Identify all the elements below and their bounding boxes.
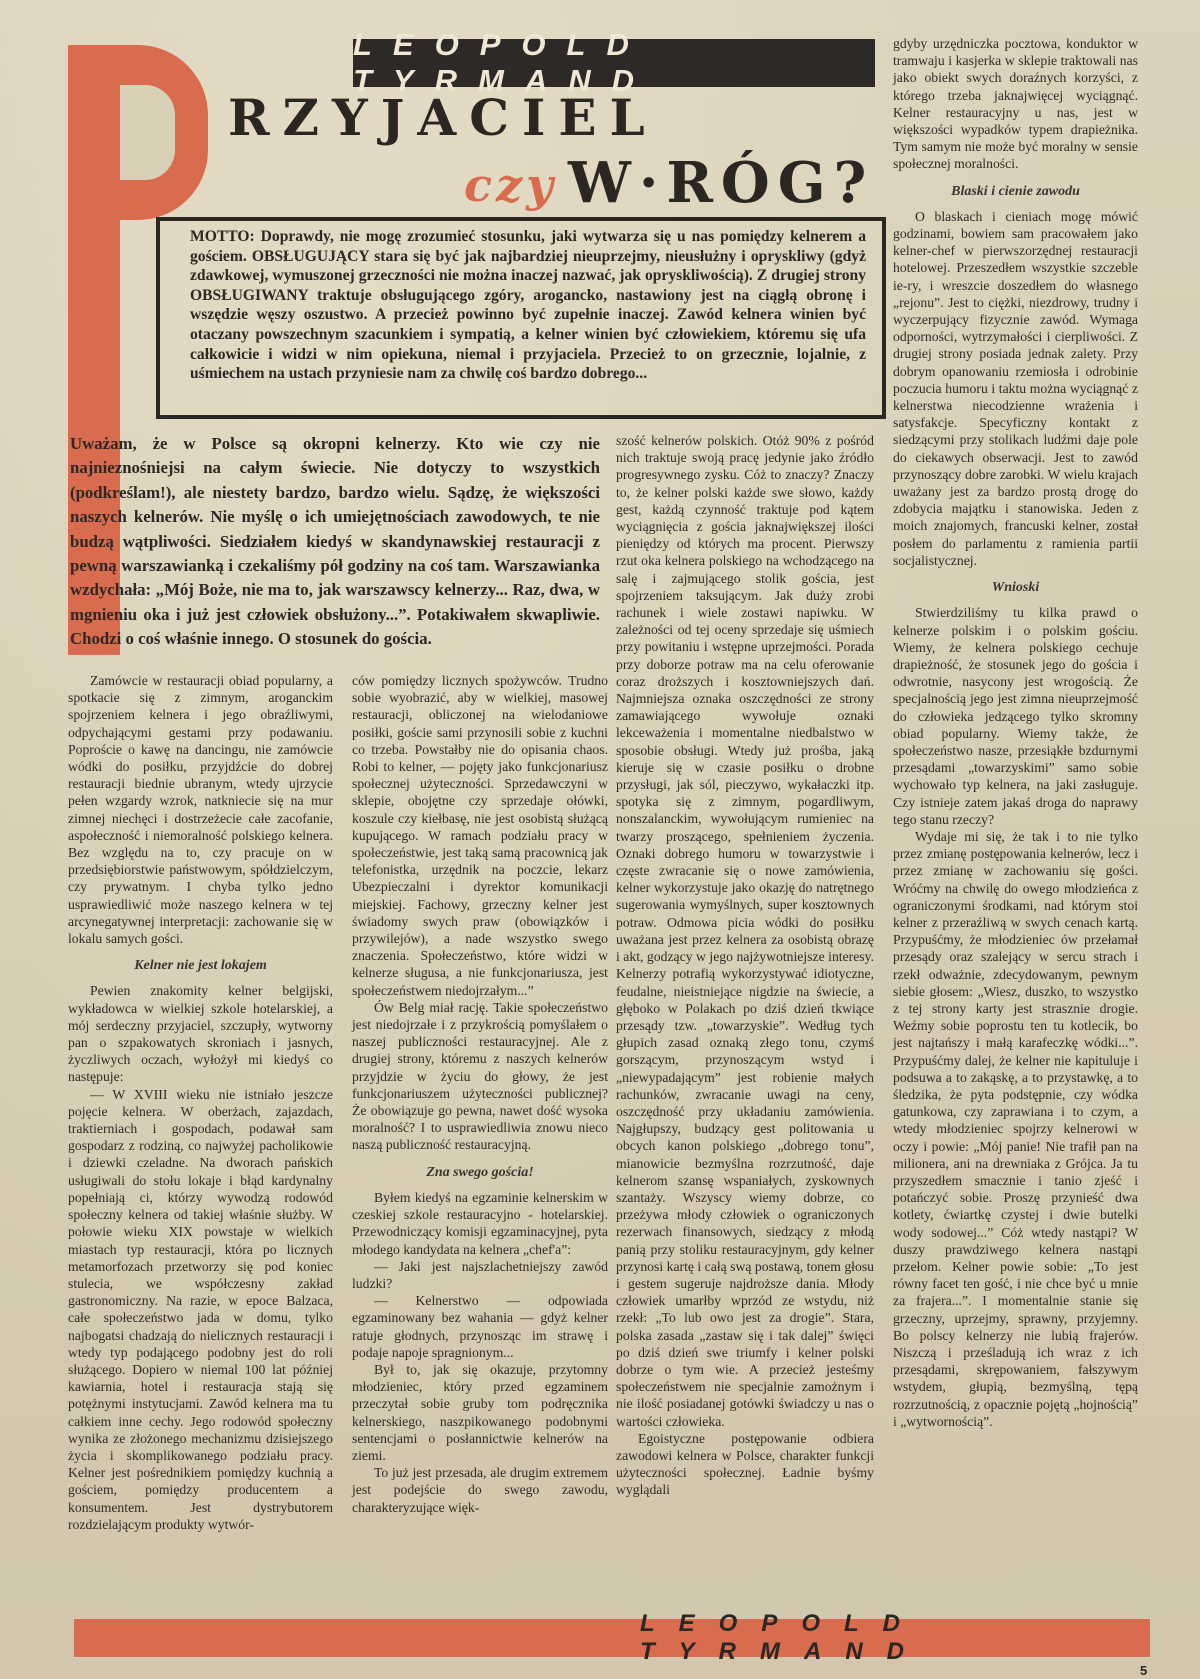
paragraph: gdyby urzędniczka pocztowa, konduktor w tramwaju i kasjerka w sklepie traktowali nas jako obiekt swych doraźnych korzyści, z którego trzeba jaknajwięcej wyciągnąć. Kelner restauracyjny u nas, jest w większości wypadków typem drapieżnika. Tym samym nie może być moralny w sensie społecznej moralności.	[893, 36, 1138, 172]
paragraph: ców pomiędzy licznych spożywców. Trudno sobie wyobrazić, aby w wielkiej, masowej restauracji, obliczonej na wielodaniowe posiłki, goście sami przynosili sobie z kuchni co trzeba. Powstałby nie do opisania chaos. Robi to kelner, — pojęty jako funkcjonariusz społecznej użyteczności. Sprzedawczyni w sklepie, obojętne czy sprzedaje ołówki, koszule czy kiełbasę, nie jest osobistą służącą kupującego. W ramach podziału pracy w społeczeństwie, jest taką samą pracownicą jak telefonistka, urzędnik na poczcie, lekarz Ubezpieczalni i dyrektor komunikacji miejskiej. Fachowy, grzeczny kelner jest świadomy swych praw (obowiązków i przywilejów), a nade wszystko swego znaczenia. Społeczeństwo, które widzi w kelnerze sługusa, a nie funkcjonariusza, jest społeczeństwem niedojrzałym...”	[352, 673, 608, 998]
paragraph: — Kelnerstwo — odpowiada egzaminowany bez wahania — gdyż kelner ratuje głodnych, przynosząc im strawę i podaje napoje spragnionym...	[352, 1293, 608, 1360]
drop-cap-p-counter	[120, 85, 175, 180]
lead-paragraph: Uważam, że w Polsce są okropni kelnerzy. Kto wie czy nie najnieznośniejsi na całym świecie. Nie dotyczy to wszystkich (podkreślam!), ale niestety bardzo, bardzo wielu. Sądzę, że większości naszych kelnerów. Nie myślę o ich umiejętnościach zawodowych, te nie budzą wątpliwości. Siedziałem kiedyś w skandynawskiej restauracji z pewną warszawianką i czekaliśmy pół godziny na coś tam. Warszawianka wzdychała: „Mój Boże, nie ma to, jak warszawscy kelnerzy... Raz, dwa, w mgnieniu oka i już jest człowiek obsłużony...”. Potakiwałem skwapliwie. Chodzi o coś właśnie innego. O stosunek do gościa.	[70, 434, 600, 649]
paragraph: Pewien znakomity kelner belgijski, wykładowca w wielkiej szkole hotelarskiej, a mój serdeczny przyjaciel, szczupły, wytworny pan o szpakowatych skroniach i jasnych, życzliwych oczach, wyłożył mi kiedyś co następuje:	[68, 983, 333, 1085]
paragraph: szość kelnerów polskich. Otóż 90% z pośród nich traktuje swoją pracę jedynie jako źródło progresywnego zysku. Cóż to znaczy? Znaczy to, że kelner polski każde swe słowo, każdy gest, każdą czynność traktuje pod kątem wyciągnięcia z gościa jaknajwiększej ilości pieniędzy od których ma procent. Pierwszy rzut oka kelnera polskiego na wchodzącego na salę i zajmującego stolik gościa, jest spojrzeniem taksującym. Jak duży zrobi rachunek i wiele zostawi napiwku. W zależności od tej oceny sprzedaje się uśmiech przy powitaniu i wstępne uprzejmości. Porada przy doborze potraw ma na celu oferowanie coraz droższych i kosztowniejszych dań. Najmniejsza oznaka oszczędności ze strony zamawiającego wywołuje oznaki lekceważenia i momentalne niedbalstwo w sposobie obsługi. Wtedy już prośba, jaką kieruje się w czasie posiłku o drobne przysługi, jak sól, pieczywo, wykałaczki itp. spotyka się z zimnym, pogardliwym, nonszalanckim, wywołującym rumieniec na twarzy proszącego, spełnieniem życzenia. Oznaki dobrego humoru w towarzystwie i częste zwracanie się o nowe zamówienia, kelner wykorzystuje jako okazję do natrętnego sugerowania wymyślnych, super kosztownych potraw. Odmowa picia wódki do posiłku uważana jest przez kelnera za osobistą obrazę i akt, godzący w jego najżywotniejsze interesy. Kelnerzy potrafią wykorzystywać idiotyczne, feudalne, nieistniejące nigdzie na świecie, a głęboko w Polakach po dziś dzień tkwiące przesądy tzw. „towarzyskie”. Według tych głupich zasad oznaką złego tonu, czymś gorszącym, przynoszącym wstyd i „niewypadającym” jest robienie małych rachunków, zwracanie uwagi na ceny, oszczędność przy układaniu zamówienia. Najgłupszy, budzący gest politowania u obcych kanon polskiego „dobrego tonu”, mianowicie bezmyślna rozrzutność, daje kelnerom szansę wspaniałych, zyskownych szantaży. Wszyscy wiemy dobrze, co przeżywa młody człowiek o ograniczonych rezerwach finansowych, siedzący z młodą panią przy stoliku restauracyjnym, gdy kelner przynosi kartę i całą swą postawą, tonem głosu i gestem sugeruje najdroższe dania. Młody człowiek umarłby wprzód ze wstydu, niż rzekł: „To lub owo jest za drogie”. Stara, polska zasada „zastaw się i tak dalej” święci po dziś dzień swe triumfy i kelner polski dobrze o tym wie. A przecież jesteśmy społeczeństwem nie specjalnie zamożnym i nie ilość posiadanej gotówki świadczy u nas o wartości człowieka.	[616, 433, 874, 1429]
motto-box	[156, 217, 886, 419]
paragraph: To już jest przesada, ale drugim extremem jest podejście do swego zawodu, charakteryzujące więk-	[352, 1465, 608, 1515]
section-heading: Zna swego gościa!	[426, 1164, 534, 1180]
headline-line2: W·RÓG?	[568, 150, 875, 216]
paragraph: Ów Belg miał rację. Takie społeczeństwo jest niedojrzałe i z przykrością pomyślałem o naszej publiczności restauracyjnej. Ale z drugiej strony, któremu z naszych kelnerów przyjdzie w życiu do głowy, że jest funkcjonariuszem użyteczności publicznej? Że obowiązuje go pewna, nawet dość wysoka moralność? I to usprawiedliwia znowu nieco naszą publiczność restauracyjną.	[352, 999, 608, 1153]
headline-line1: RZYJACIEL	[228, 88, 658, 147]
column-3	[616, 432, 874, 1499]
column-4	[893, 35, 1138, 1430]
headline-connector: czy	[464, 158, 557, 212]
section-heading: Kelner nie jest lokajem	[134, 958, 267, 974]
section-heading: Blaski i cienie zawodu	[951, 183, 1080, 199]
motto-text: MOTTO: Doprawdy, nie mogę zrozumieć stosunku, jaki wytwarza się u nas pomiędzy kelnerem a gościem. OBSŁUGUJĄCY stara się być jak najbardziej nieuprzejmy, nieusłużny i opryskliwy (gdyż zdawkowej, wymuszonej grzeczności nie można inaczej nazwać, jak opryskliwością). Z drugiej strony OBSŁUGIWANY traktuje obsługującego zgóry, arogancko, nastawiony jest na ciągłą obronę i wszędzie węszy oszustwo. A przecież powinno być zupełnie inaczej. Zawód kelnera winien być otaczany powszechnym szacunkiem i sympatią, a kelner winien być człowiekiem, któremu się ufa całkowicie i widzi w nim opiekuna, niemal i przyjaciela. Przecież to on grzecznie, lojalnie, z uśmiechem na ustach przyniesie nam za chwilę coś bardzo dobrego...	[190, 228, 866, 383]
paragraph: Egoistyczne postępowanie odbiera zawodowi kelnera w Polsce, charakter funkcji użyteczności społecznej. Ładnie byśmy wyglądali	[616, 1430, 874, 1498]
section-heading: Wnioski	[991, 580, 1040, 596]
column-1	[68, 672, 333, 1533]
paragraph: Stwierdziliśmy tu kilka prawd o kelnerze polskim i o polskim gościu. Wiemy, że kelnera polskiego cechuje drapieżność, że stosunek jego do gościa i odwrotnie, nasycony jest wrogością. Że specjalnością jego jest zimna nieuprzejmość do człowieka jedzącego tylko skromny obiad popularny. Wiemy także, że społeczeństwo nasze, przesiąkłe bzdurnymi przesądami „towarzyskimi” samo sobie wychowało typ kelnera, na jaki zasługuje. Czy istnieje zatem jakaś droga do naprawy tego stanu rzeczy?	[893, 605, 1138, 827]
author-banner: LEOPOLD TYRMAND	[353, 39, 875, 87]
paragraph: — Jaki jest najszlachetniejszy zawód ludzki?	[352, 1258, 608, 1291]
paragraph: — W XVIII wieku nie istniało jeszcze pojęcie kelnera. W oberżach, zajazdach, traktierniach i gospodach, podawał sam gospodarz z rodziną, co najwyżej pacholikowie i dziewki czeladne. Na dworach pańskich usługiwali do stołu lokaje i błąd kardynalny popełniają ci, którzy wywodzą rodowód społeczny kelnera od takiej właśnie służby. W połowie wieku XIX powstaje w wielkich miastach typ restauracji, która po licznych metamorfozach przetworzy się pod koniec stulecia, we współczesny zakład gastronomiczny. Na razie, w epoce Balzaca, całe społeczeństwo jada w domu, tylko najbogatsi chadzają do nielicznych restauracji i wtedy typ podającego podobny jest do roli służącego. Dopiero w niemal 100 lat później kawiarnia, hotel i restauracja stają się potężnymi instytucjami. Zawód kelnera ma tu całkiem inne cechy. Jego rodowód społeczny wynika ze złożonego mechanizmu dzisiejszego życia i skomplikowanego podziału pracy. Kelner jest pośrednikiem pomiędzy kuchnią a gościem, pomiędzy producentem a konsumentem. Jest dystrybutorem rozdzielającym produkty wytwór-	[68, 1086, 333, 1532]
paragraph: Zamówcie w restauracji obiad popularny, a spotkacie się z zimnym, aroganckim spojrzeniem kelnera i jego obraźliwymi, odpychającymi gestami przy podawaniu. Poproście o kawę na dancingu, nie zamówcie wódki do posiłku, przyjdźcie do dobrej restauracji biednie ubranym, wtedy ujrzycie pełen wzgardy wzrok, natkniecie się na mur zimnej niechęci i dostrzeżecie całe zacofanie, aspołeczność i niemoralność polskiego kelnera. Bez względu na to, czy pracuje on w przedsiębiorstwie państwowym, spółdzielczym, czy prywatnym. I chyba tylko jedno usprawiedliwić może naszego kelnera w tej arcynegatywnej interpretacji: zachowanie się w lokalu samych gości.	[68, 673, 333, 947]
paragraph: Wydaje mi się, że tak i to nie tylko przez zmianę postępowania kelnerów, lecz i przez zmianę w zachowaniu się gości. Wróćmy na chwilę do owego młodzieńca z ograniczonymi środkami, nad którym stoi kelner z przeraźliwą w swych cenach kartą. Przypuśćmy, że młodzieniec ów przełamał przesądy oraz szalejący w sercu strach i rzekł odważnie, zdecydowanym, pewnym siebie głosem: „Wiesz, duszko, to wszystko z tej strony karty jest strasznie drogie. Weźmy sobie poprostu ten tu kotlecik, bo jest najtańszy i małą karafeczkę wódki...”. Przypuśćmy dalej, że kelner nie kapituluje i podsuwa a to zakąskę, a to przystawkę, a to śledzika, że pyta podstępnie, czy wódka gatunkowa, czy zaprawiana i to czym, a wtedy młodzieniec spojrzy kelnerowi w oczy i powie: „Mój panie! Nie trafił pan na milionera, ani na drewniaka z Grójca. Ja tu przyszedłem smacznie i tanio zjeść i potańczyć sobie. Proszę przynieść dwa kotlety, ćwiartkę czystej i dwie butelki wody sodowej...” Cóż wtedy nastąpi? W duszy prawdziwego kelnera nastąpi przełom. Kelner powie sobie: „To jest równy facet ten gość, i nie chce być u mnie za frajera...”. I momentalnie stanie się grzeczny, uprzejmy, sprawny, przyjemny. Bo polscy kelnerzy nie lubią frajerów. Niszczą i prześladują ich wraz z ich przesądami, skrępowaniem, fałszywym wstydem, głupią, bezmyślną, tępą rozrzutnością, z opacznie pojętą „hojnością” i „wytwornością”.	[893, 828, 1138, 1429]
paragraph: Był to, jak się okazuje, przytomny młodzieniec, który przed egzaminem przeczytał sobie gruby tom podręcznika kelnerskiego, naszpikowanego podobnymi sentencjami o posłannictwie kelnerów na ziemi.	[352, 1361, 608, 1463]
page-number: 5	[1140, 1663, 1148, 1678]
paragraph: Byłem kiedyś na egzaminie kelnerskim w czeskiej szkole restauracyjno - hotelarskiej. Przewodniczący komisji egzaminacyjnej, pyta młodego kandydata na kelnera „chef'a”:	[352, 1189, 608, 1257]
column-2	[352, 672, 608, 1516]
paragraph: O blaskach i cieniach mogę mówić godzinami, bowiem sam pracowałem jako kelner-chef w pierwszorzędnej restauracji hotelowej. Przeszedłem wszystkie szczeble ie-ry, i wreszcie doszedłem do własnego „rejonu”. Jest to ciężki, niezdrowy, trudny i wyczerpujący fizycznie zawód. Wymaga odporności, wytrzymałości i cierpliwości. Z drugiej strony posiada jednak zalety. Przy dobrym opanowaniu rzemiosła i odrobinie poczucia humoru i taktu można wyciągnąć z kelnerstwa niecodzienne wrażenia i satysfakcje. Specyficzny kontakt z siedzącymi przy stolikach ludźmi daje pole do ciekawych obserwacji. Jest to zawód przynoszący dobre zarobki. W wielu krajach uważany jest za bardzo prostą drogę do zdobycia majątku i stanowiska. Jeden z moich znajomych, francuski kelner, został posłem do parlamentu z ramienia partii socjalistycznej.	[893, 208, 1138, 568]
footer-author: LEOPOLD TYRMAND	[640, 1610, 928, 1665]
